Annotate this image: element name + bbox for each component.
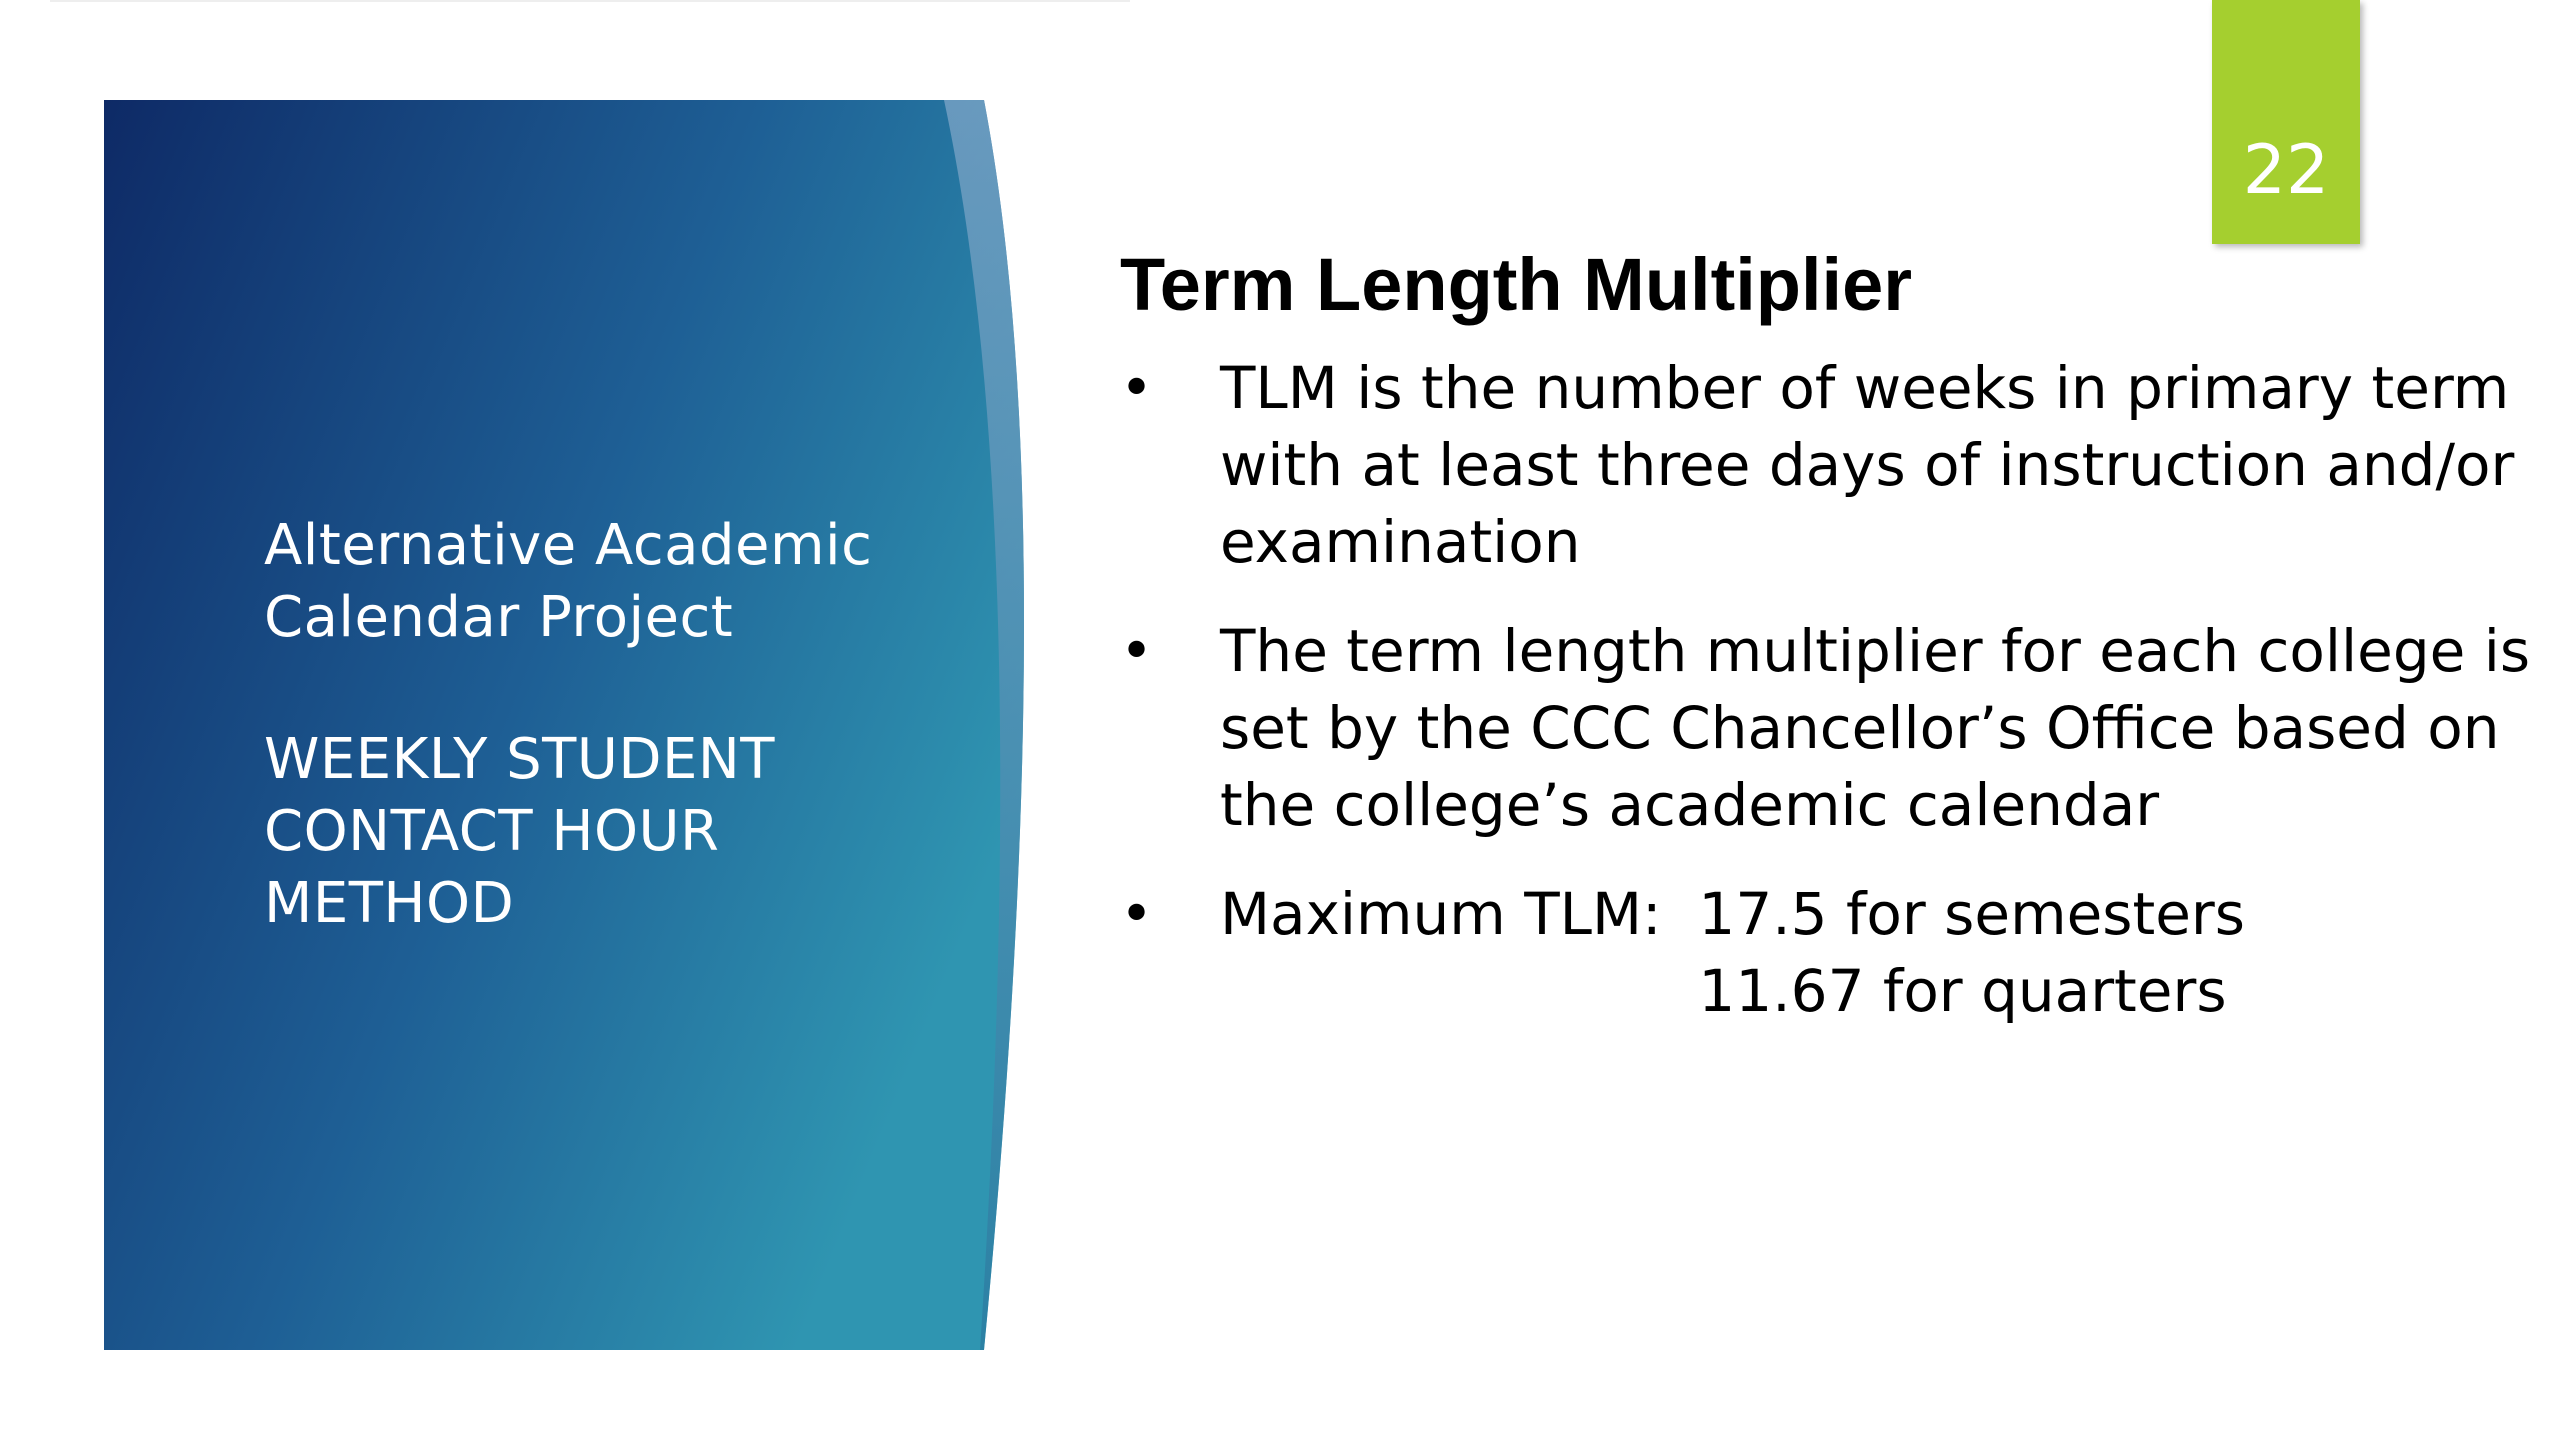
presentation-subtitle-line-1: WEEKLY STUDENT [264, 727, 775, 792]
presentation-subtitle-line-3: METHOD [264, 871, 515, 936]
bullet-item [1120, 613, 2560, 844]
bullet-item [1120, 350, 2560, 581]
title-panel-text [264, 510, 984, 940]
max-tlm-row [1220, 876, 2560, 1030]
bullet-item [1120, 876, 2560, 1030]
max-tlm-semesters: 17.5 for semesters [1698, 880, 2245, 948]
top-divider [50, 0, 1130, 2]
max-tlm-quarters: 11.67 for quarters [1698, 957, 2227, 1025]
presentation-subtitle-line-2: CONTACT HOUR [264, 799, 720, 864]
page-number: 22 [2242, 131, 2330, 210]
bullet-icon: • [1120, 882, 1154, 947]
presentation-title-line-2: Calendar Project [264, 585, 734, 650]
page-number-badge [2212, 0, 2360, 244]
max-tlm-label: Maximum TLM: [1220, 880, 1699, 948]
max-tlm-values [1698, 876, 2245, 1030]
bullet-text: The term length multiplier for each college is set by the CCC Chancellor’s Office based on the college’s academic calendar [1220, 617, 2531, 839]
bullet-icon: • [1120, 619, 1154, 684]
slide-heading: Term Length Multiplier [1120, 243, 1913, 326]
slide-content [1120, 240, 2540, 1062]
presentation-title-line-1: Alternative Academic [264, 513, 873, 578]
bullet-icon: • [1120, 356, 1154, 421]
bullet-text: TLM is the number of weeks in primary term with at least three days of instruction and/or examination [1220, 354, 2515, 576]
title-panel [104, 100, 1034, 1350]
